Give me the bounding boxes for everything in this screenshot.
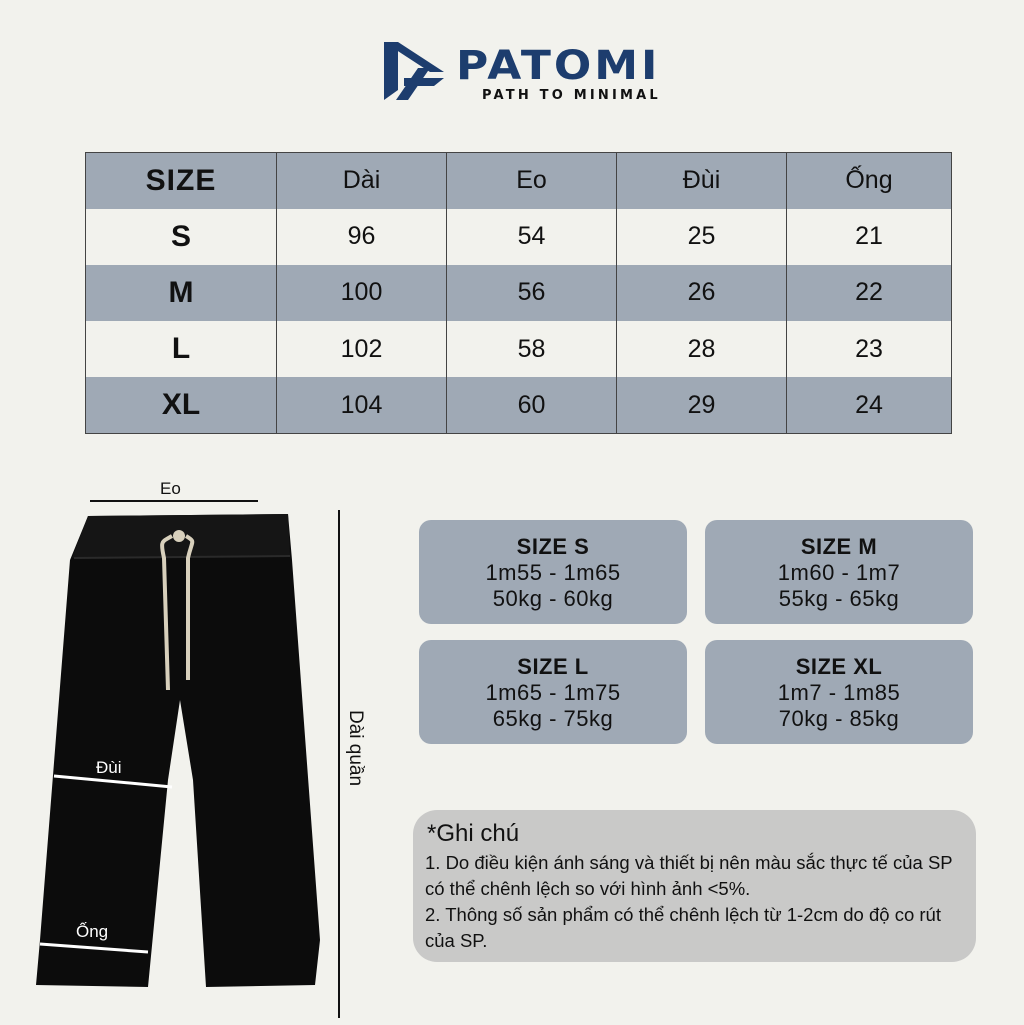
notes-box: [413, 810, 976, 962]
brand-tagline: PATH TO MINIMAL: [482, 88, 661, 103]
cell-hem: 24: [787, 377, 952, 433]
length-label: Dài quần: [345, 710, 366, 787]
patomi-logo-icon: [378, 38, 448, 104]
cell-length: 96: [277, 209, 447, 265]
thigh-label: Đùi: [96, 758, 122, 777]
size-guide-weight: 50kg - 60kg: [492, 586, 614, 611]
size-guide-title: SIZE XL: [795, 654, 883, 679]
cell-waist: 56: [447, 265, 617, 321]
waist-label: Eo: [160, 479, 181, 498]
size-guide-s: [419, 520, 687, 624]
size-guide-weight: 55kg - 65kg: [778, 586, 900, 611]
cell-size: L: [86, 321, 277, 377]
table-row: [86, 321, 952, 377]
cell-hem: 22: [787, 265, 952, 321]
cell-hem: 21: [787, 209, 952, 265]
cell-thigh: 28: [617, 321, 787, 377]
header-size: SIZE: [86, 153, 277, 209]
note-item: 1. Do điều kiện ánh sáng và thiết bị nên màu sắc thực tế của SP có thể chênh lệch so với hình ảnh <5%.: [425, 852, 953, 899]
size-guide-m: [705, 520, 973, 624]
size-guide-height: 1m65 - 1m75: [485, 680, 621, 705]
header-thigh: Đùi: [617, 153, 787, 209]
size-guide-l: [419, 640, 687, 744]
brand-name: PATOMI: [456, 42, 661, 89]
header-waist: Eo: [447, 153, 617, 209]
cell-size: XL: [86, 377, 277, 433]
size-guide-xl: [705, 640, 973, 744]
size-guide-height: 1m55 - 1m65: [485, 560, 621, 585]
size-guide-title: SIZE M: [800, 534, 878, 559]
note-item: 2. Thông số sản phẩm có thể chênh lệch từ 1-2cm do độ co rút của SP.: [425, 904, 941, 951]
table-row: [86, 209, 952, 265]
notes-title: *Ghi chú: [427, 820, 520, 847]
size-guide-height: 1m60 - 1m7: [777, 560, 901, 585]
header-length: Dài: [277, 153, 447, 209]
table-row: [86, 265, 952, 321]
cell-size: S: [86, 209, 277, 265]
cell-thigh: 25: [617, 209, 787, 265]
cell-hem: 23: [787, 321, 952, 377]
header-hem: Ống: [787, 153, 952, 209]
size-guide-height: 1m7 - 1m85: [777, 680, 901, 705]
size-guide-weight: 70kg - 85kg: [778, 706, 900, 731]
cell-length: 100: [277, 265, 447, 321]
size-guide-title: SIZE S: [516, 534, 590, 559]
cell-thigh: 26: [617, 265, 787, 321]
table-header-row: [86, 153, 952, 209]
cell-size: M: [86, 265, 277, 321]
cell-length: 104: [277, 377, 447, 433]
cell-thigh: 29: [617, 377, 787, 433]
cell-waist: 58: [447, 321, 617, 377]
brand-logo: [378, 38, 698, 108]
size-guide-title: SIZE L: [517, 654, 589, 679]
cell-waist: 54: [447, 209, 617, 265]
hem-label: Ống: [76, 922, 109, 941]
pants-diagram: [30, 470, 366, 1020]
size-guide-weight: 65kg - 75kg: [492, 706, 614, 731]
cell-waist: 60: [447, 377, 617, 433]
table-row: [86, 377, 952, 433]
cell-length: 102: [277, 321, 447, 377]
size-chart-table: [85, 152, 952, 434]
